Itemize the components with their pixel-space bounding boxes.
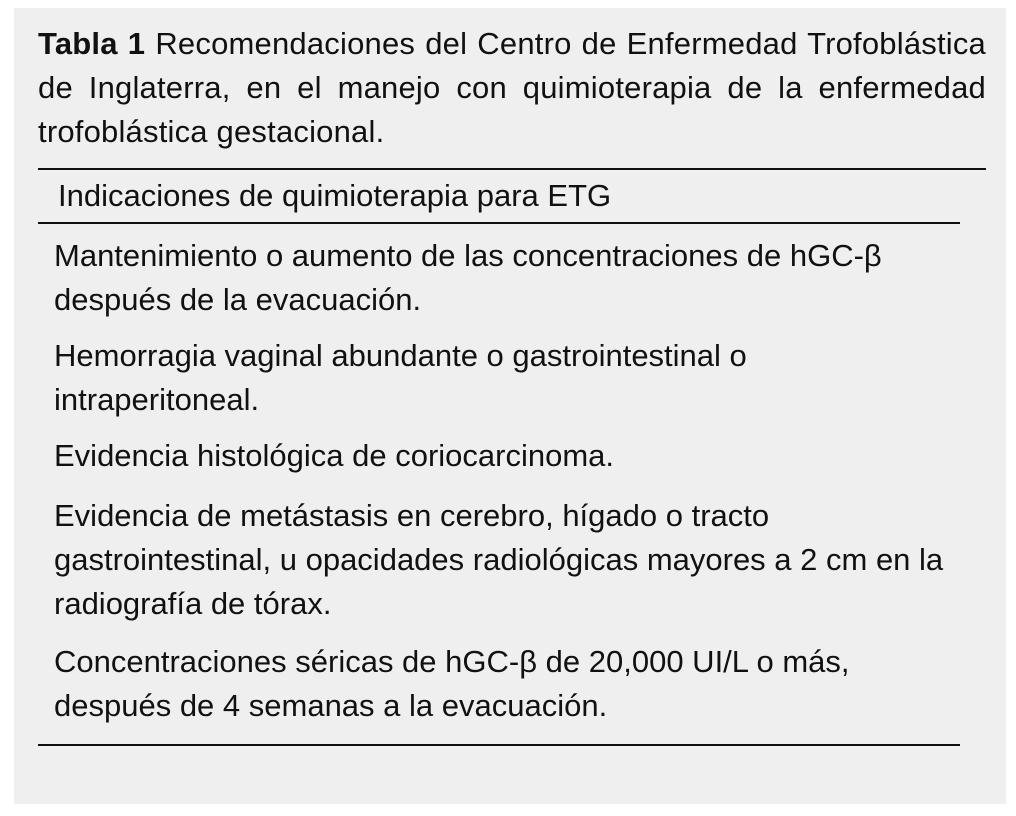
table-header-rule bbox=[38, 222, 960, 224]
table-caption bbox=[38, 22, 986, 154]
table-body bbox=[54, 234, 954, 728]
table-caption-text: Recomendaciones del Centro de Enfermedad Trofoblástica de Inglaterra, en el manejo con quimioterapia de la enfermedad trofoblástica gestacional. bbox=[38, 26, 986, 149]
table-top-rule bbox=[38, 168, 986, 170]
table-bottom-rule bbox=[38, 744, 960, 746]
table-row: Concentraciones séricas de hGC-β de 20,000 UI/L o más, después de 4 semanas a la evacuación. bbox=[54, 644, 850, 723]
table-row: Hemorragia vaginal abundante o gastrointestinal o intraperitoneal. bbox=[54, 338, 747, 417]
table-row: Mantenimiento o aumento de las concentraciones de hGC-β después de la evacuación. bbox=[54, 238, 882, 317]
table-column-header: Indicaciones de quimioterapia para ETG bbox=[58, 178, 612, 213]
table-row: Evidencia histológica de coriocarcinoma. bbox=[54, 438, 615, 473]
table-caption-label: Tabla 1 bbox=[38, 26, 146, 61]
table-panel bbox=[14, 8, 1006, 804]
table-row: Evidencia de metástasis en cerebro, hígado o tracto gastrointestinal, u opacidades radiológicas mayores a 2 cm en la radiografía de tórax. bbox=[54, 498, 944, 621]
